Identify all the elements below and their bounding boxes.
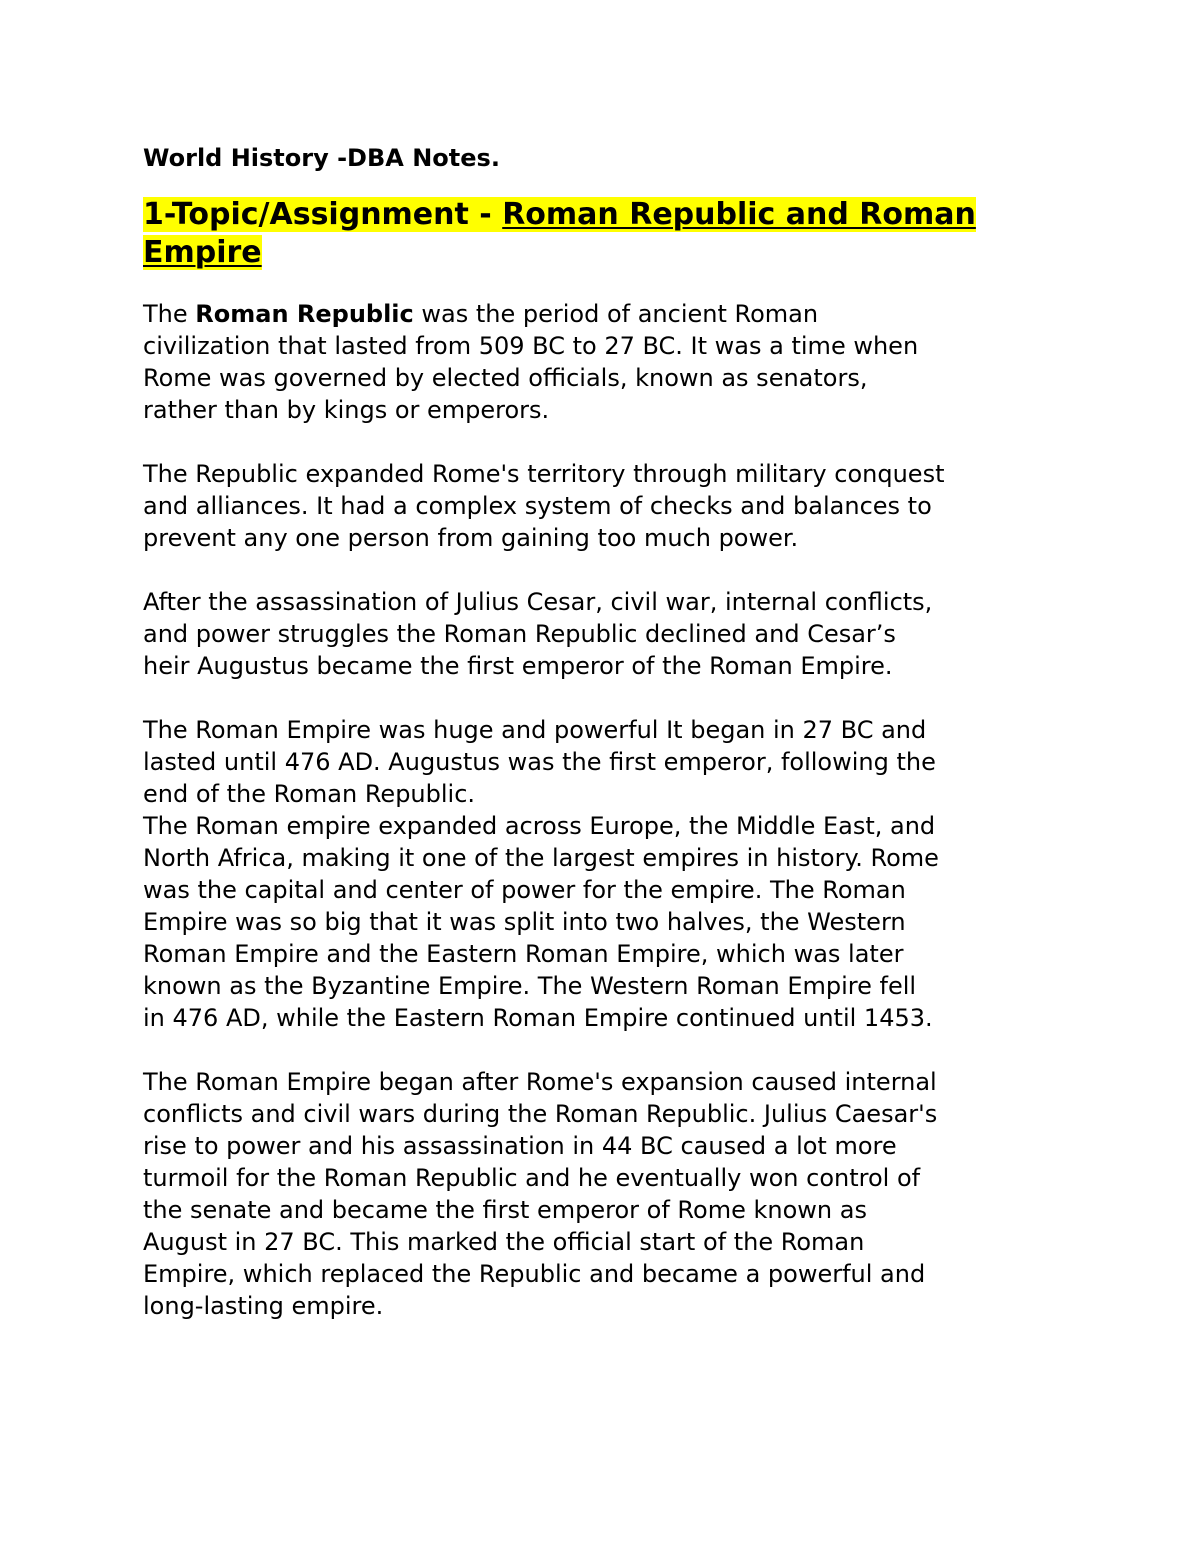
- paragraph-line: rather than by kings or emperors.: [143, 396, 550, 424]
- paragraph-line: Empire, which replaced the Republic and became a powerful and: [143, 1260, 926, 1288]
- paragraph-roman-empire: [143, 714, 1073, 1034]
- topic-subject-line-1: Roman Republic and Roman: [502, 197, 976, 232]
- paragraph-line: the senate and became the first emperor of Rome known as: [143, 1196, 867, 1224]
- document-page: [143, 140, 1073, 1322]
- paragraph-line: and alliances. It had a complex system of checks and balances to: [143, 492, 932, 520]
- paragraph-line: [143, 298, 1073, 330]
- paragraph-line: was the capital and center of power for the empire. The Roman: [143, 876, 906, 904]
- paragraph-line: Empire was so big that it was split into two halves, the Western: [143, 908, 906, 936]
- document-title: World History -DBA Notes.: [143, 144, 500, 172]
- bold-term: Roman Republic: [195, 300, 414, 328]
- paragraph-line: The Roman Empire began after Rome's expansion caused internal: [143, 1068, 937, 1096]
- paragraph-line: After the assassination of Julius Cesar, civil war, internal conflicts,: [143, 588, 933, 616]
- paragraph-line: heir Augustus became the first emperor of the Roman Empire.: [143, 652, 893, 680]
- paragraph-line: and power struggles the Roman Republic declined and Cesar’s: [143, 620, 896, 648]
- paragraph-line: rise to power and his assassination in 44 BC caused a lot more: [143, 1132, 897, 1160]
- paragraph-line: conflicts and civil wars during the Roman Republic. Julius Caesar's: [143, 1100, 938, 1128]
- paragraph-line: North Africa, making it one of the largest empires in history. Rome: [143, 844, 939, 872]
- paragraph-line: Roman Empire and the Eastern Roman Empire, which was later: [143, 940, 904, 968]
- paragraph-republic-decline: [143, 586, 1073, 682]
- topic-subject-line-2: Empire: [143, 235, 262, 270]
- paragraph-line: end of the Roman Republic.: [143, 780, 476, 808]
- paragraph-line: in 476 AD, while the Eastern Roman Empire continued until 1453.: [143, 1004, 933, 1032]
- paragraph-line: long-lasting empire.: [143, 1292, 384, 1320]
- paragraph-line: turmoil for the Roman Republic and he eventually won control of: [143, 1164, 921, 1192]
- paragraph-line: lasted until 476 AD. Augustus was the first emperor, following the: [143, 748, 936, 776]
- paragraph-line: civilization that lasted from 509 BC to 27 BC. It was a time when: [143, 332, 919, 360]
- topic-heading: [143, 196, 1073, 272]
- paragraph-line: known as the Byzantine Empire. The Western Roman Empire fell: [143, 972, 917, 1000]
- paragraph-line: Rome was governed by elected officials, known as senators,: [143, 364, 868, 392]
- paragraph-line: The Republic expanded Rome's territory through military conquest: [143, 460, 945, 488]
- topic-heading-line-2: [143, 234, 1073, 272]
- paragraph-roman-republic: [143, 298, 1073, 426]
- paragraph-line: The Roman empire expanded across Europe, the Middle East, and: [143, 812, 936, 840]
- paragraph-line: prevent any one person from gaining too much power.: [143, 524, 799, 552]
- topic-prefix: 1-Topic/Assignment -: [143, 197, 503, 232]
- paragraph-empire-beginning: [143, 1066, 1073, 1322]
- paragraph-republic-expansion: [143, 458, 1073, 554]
- paragraph-line: The Roman Empire was huge and powerful It began in 27 BC and: [143, 716, 927, 744]
- text-run: was the period of ancient Roman: [413, 300, 819, 328]
- topic-heading-line-1: [143, 196, 1073, 234]
- paragraph-line: August in 27 BC. This marked the official start of the Roman: [143, 1228, 865, 1256]
- text-run: The: [143, 300, 196, 328]
